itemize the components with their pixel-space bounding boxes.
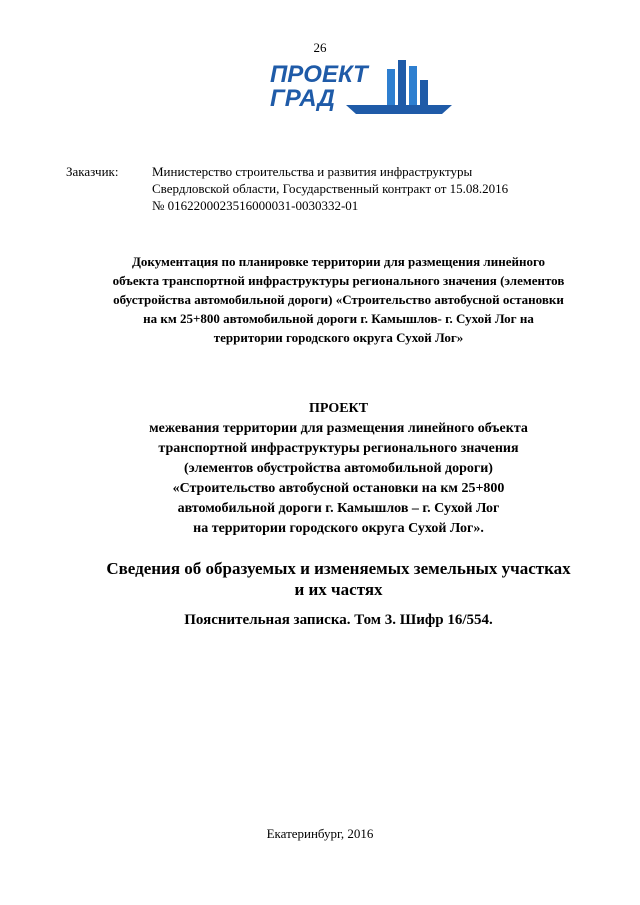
customer-label: Заказчик: <box>66 164 119 179</box>
customer-line: Министерство строительства и развития инфраструктуры <box>152 164 473 179</box>
project-heading: ПРОЕКТ <box>308 401 369 416</box>
explanatory-note: Пояснительная записка. Том 3. Шифр 16/554. <box>184 612 493 628</box>
documentation-title-line: Документация по планировке территории для размещения линейного <box>131 254 546 269</box>
project-title <box>66 399 611 539</box>
company-logo <box>262 56 462 118</box>
section-title-line: Сведения об образуемых и изменяемых земельных участках <box>106 559 571 578</box>
logo-line-1: ПРОЕКТ <box>270 61 368 88</box>
page-number: 26 <box>313 40 327 55</box>
project-title-line: на территории городского округа Сухой Лог». <box>193 521 484 536</box>
project-title-line: транспортной инфраструктуры регионального значения <box>158 441 519 456</box>
customer-line: № 0162200023516000031-0030332-01 <box>152 198 359 213</box>
documentation-title-line: территории городского округа Сухой Лог» <box>213 330 464 345</box>
customer-block <box>66 163 611 214</box>
documentation-title-line: на км 25+800 автомобильной дороги г. Камышлов- г. Сухой Лог на <box>143 311 534 326</box>
documentation-title-line: объекта транспортной инфраструктуры регионального значения (элементов <box>112 273 565 288</box>
project-title-line: (элементов обустройства автомобильной дороги) <box>184 461 493 476</box>
section-title <box>66 558 611 600</box>
customer-line: Свердловской области, Государственный контракт от 15.08.2016 <box>152 181 509 196</box>
logo-line-2: ГРАД <box>270 85 335 112</box>
city-year: Екатеринбург, 2016 <box>266 826 374 841</box>
documentation-title <box>66 252 611 347</box>
project-title-line: межевания территории для размещения линейного объекта <box>149 421 528 436</box>
customer-text <box>152 163 611 214</box>
documentation-title-line: обустройства автомобильной дороги) «Строительство автобусной остановки <box>113 292 564 307</box>
project-title-line: автомобильной дороги г. Камышлов – г. Сухой Лог <box>177 501 500 516</box>
project-title-line: «Строительство автобусной остановки на км 25+800 <box>172 481 505 496</box>
section-title-line: и их частях <box>294 580 383 599</box>
